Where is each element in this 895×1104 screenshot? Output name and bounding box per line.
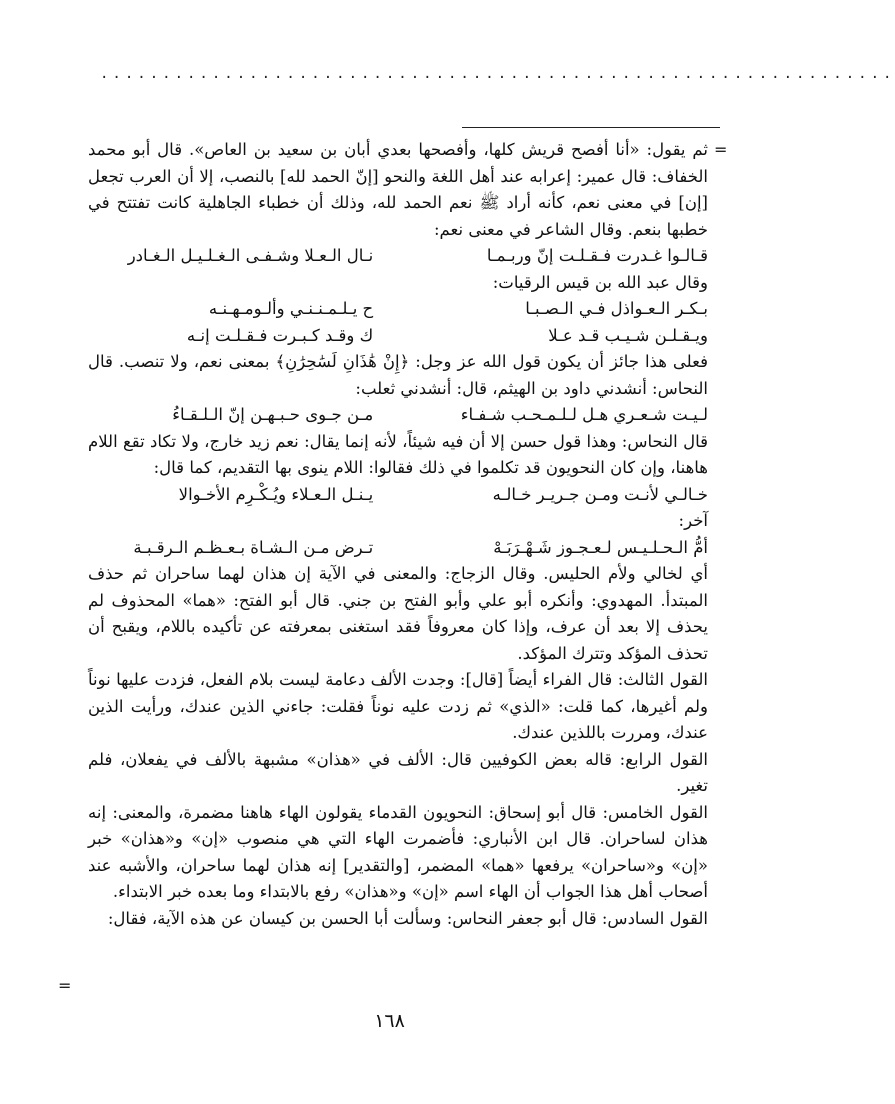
paragraph: فعلى هذا جائز أن يكون قول الله عز وجل: ﴿إِنْ هَٰذَانِ لَسَٰحِرَٰنِ﴾ بمعنى نعم، ولا تنصب. قال النحاس: أنشدني داود بن الهيثم، قال: أنشدني ثعلب:: [88, 352, 708, 398]
decorative-dotted-line: ................................................................: [100, 66, 895, 82]
poetry-verse: [88, 296, 708, 323]
verse-first-hemistich: خـالـي لأنـت ومـن جـريـر خـالـه: [492, 484, 708, 504]
paragraph: قال النحاس: وهذا قول حسن إلا أن فيه شيئاً، لأنه إنما يقال: نعم زيد خارج، ولا تكاد تقع اللام هاهنا، وإن كان النحويون قد تكلموا في ذلك فقالوا: اللام ينوى بها التقديم، كما قال:: [88, 431, 708, 477]
footnote-separator-rule: [462, 127, 720, 128]
paragraph: وقال عبد الله بن قيس الرقيات:: [492, 272, 708, 292]
paragraph: آخر:: [678, 511, 708, 530]
poetry-verse: [88, 402, 708, 429]
continuation-marker-bottom: =: [58, 976, 72, 995]
verse-second-hemistich: ك وقـد كـبـرت فـقـلـت إنـه: [186, 325, 374, 345]
page-number: ١٦٨: [374, 1010, 405, 1032]
verse-first-hemistich: قـالـوا غـدرت فـقـلـت إنّ وربـمـا: [486, 246, 708, 265]
paragraph: القول السادس: قال أبو جعفر النحاس: وسألت أبا الحسن بن كيسان عن هذه الآية، فقال:: [107, 908, 708, 928]
paragraph: القول الثالث: قال الفراء أيضاً [قال]: وجدت الألف دعامة ليست بلام الفعل، فزدت عليها نوناً ولم أغيرها، كما قلت: «الذي» ثم زدت عليه نوناً فقلت: جاءني الذين عندك، ورأيت الذين عندك، ومررت باللذين عندك.: [88, 670, 708, 742]
poetry-verse: [88, 323, 708, 350]
verse-second-hemistich: مـن جـوى حـبـهـن إنّ الـلـقـاءُ: [172, 405, 374, 424]
verse-first-hemistich: لـيـت شـعـري هـل لـلـمـحـب شـفـاء: [460, 405, 708, 424]
paragraph: أي لخالي ولأم الحليس. وقال الزجاج: والمعنى في الآية إن هذان لهما ساحران ثم حذف المبتدأ. المهدوي: وأنكره أبو علي وأبو الفتح بن جني. قال أبو الفتح: «هما» المحذوف لم يحذف إلا بعد أن عرف، وإذا كان معروفاً فقد استغنى بمعرفته عن تأكيده باللام، ويقبح أن تحذف المؤكد وتترك المؤكد.: [88, 564, 708, 663]
continuation-marker-top: =: [714, 140, 728, 159]
page-body: [88, 137, 708, 932]
paragraph: القول الرابع: قاله بعض الكوفيين قال: الألف في «هذان» مشبهة بالألف في يفعلان، فلم تغير.: [88, 749, 708, 795]
poetry-verse: [88, 535, 708, 562]
poetry-verse: [88, 243, 708, 270]
paragraph: القول الخامس: قال أبو إسحاق: النحويون القدماء يقولون الهاء هاهنا مضمرة، والمعنى: إنه هذان لساحران. قال ابن الأنباري: فأضمرت الهاء التي هي منصوب «إن» و«هذان» خبر «إن» و«ساحران» يرفعها «هما» المضمر، [والتقدير] إنه هذان لهما ساحران، والأشبه عند أصحاب أهل هذا الجواب أن الهاء اسم «إن» و«هذان» رفع بالابتداء وما بعده خبر الابتداء.: [88, 802, 708, 901]
verse-second-hemistich: تـرض مـن الـشـاة بـعـظـم الـرقـبـة: [133, 537, 374, 557]
verse-second-hemistich: ح يـلـمـنـنـي وألـومـهـنـه: [208, 299, 374, 318]
verse-first-hemistich: ويـقـلـن شـيـب قـد عـلا: [548, 325, 708, 345]
verse-first-hemistich: بـكـر الـعـواذل فـي الـصـبـا: [525, 299, 708, 318]
paragraph: ثم يقول: «أنا أفصح قريش كلها، وأفصحها بعدي أبان بن سعيد بن العاص». قال أبو محمد الخفاف: قال عمير: إعرابه عند أهل اللغة والنحو [إنّ الحمد لله] بالنصب، إلا أن العرب تجعل [إن] في معنى نعم، كأنه أراد ﷺ نعم الحمد لله، وذلك أن خطباء الجاهلية كانت تفتتح في خطبها بنعم. وقال الشاعر في معنى نعم:: [88, 140, 708, 239]
poetry-verse: [88, 482, 708, 509]
verse-second-hemistich: يـنـل الـعـلاء ويُـكْـرِم الأخـوالا: [178, 484, 374, 504]
verse-second-hemistich: نـال الـعـلا وشـفـى الـغـلـيـل الـغـادر: [127, 246, 374, 265]
verse-first-hemistich: أمُّ الـحـلـيـس لـعـجـوز شَـهْـرَبَـهْ: [493, 537, 708, 557]
